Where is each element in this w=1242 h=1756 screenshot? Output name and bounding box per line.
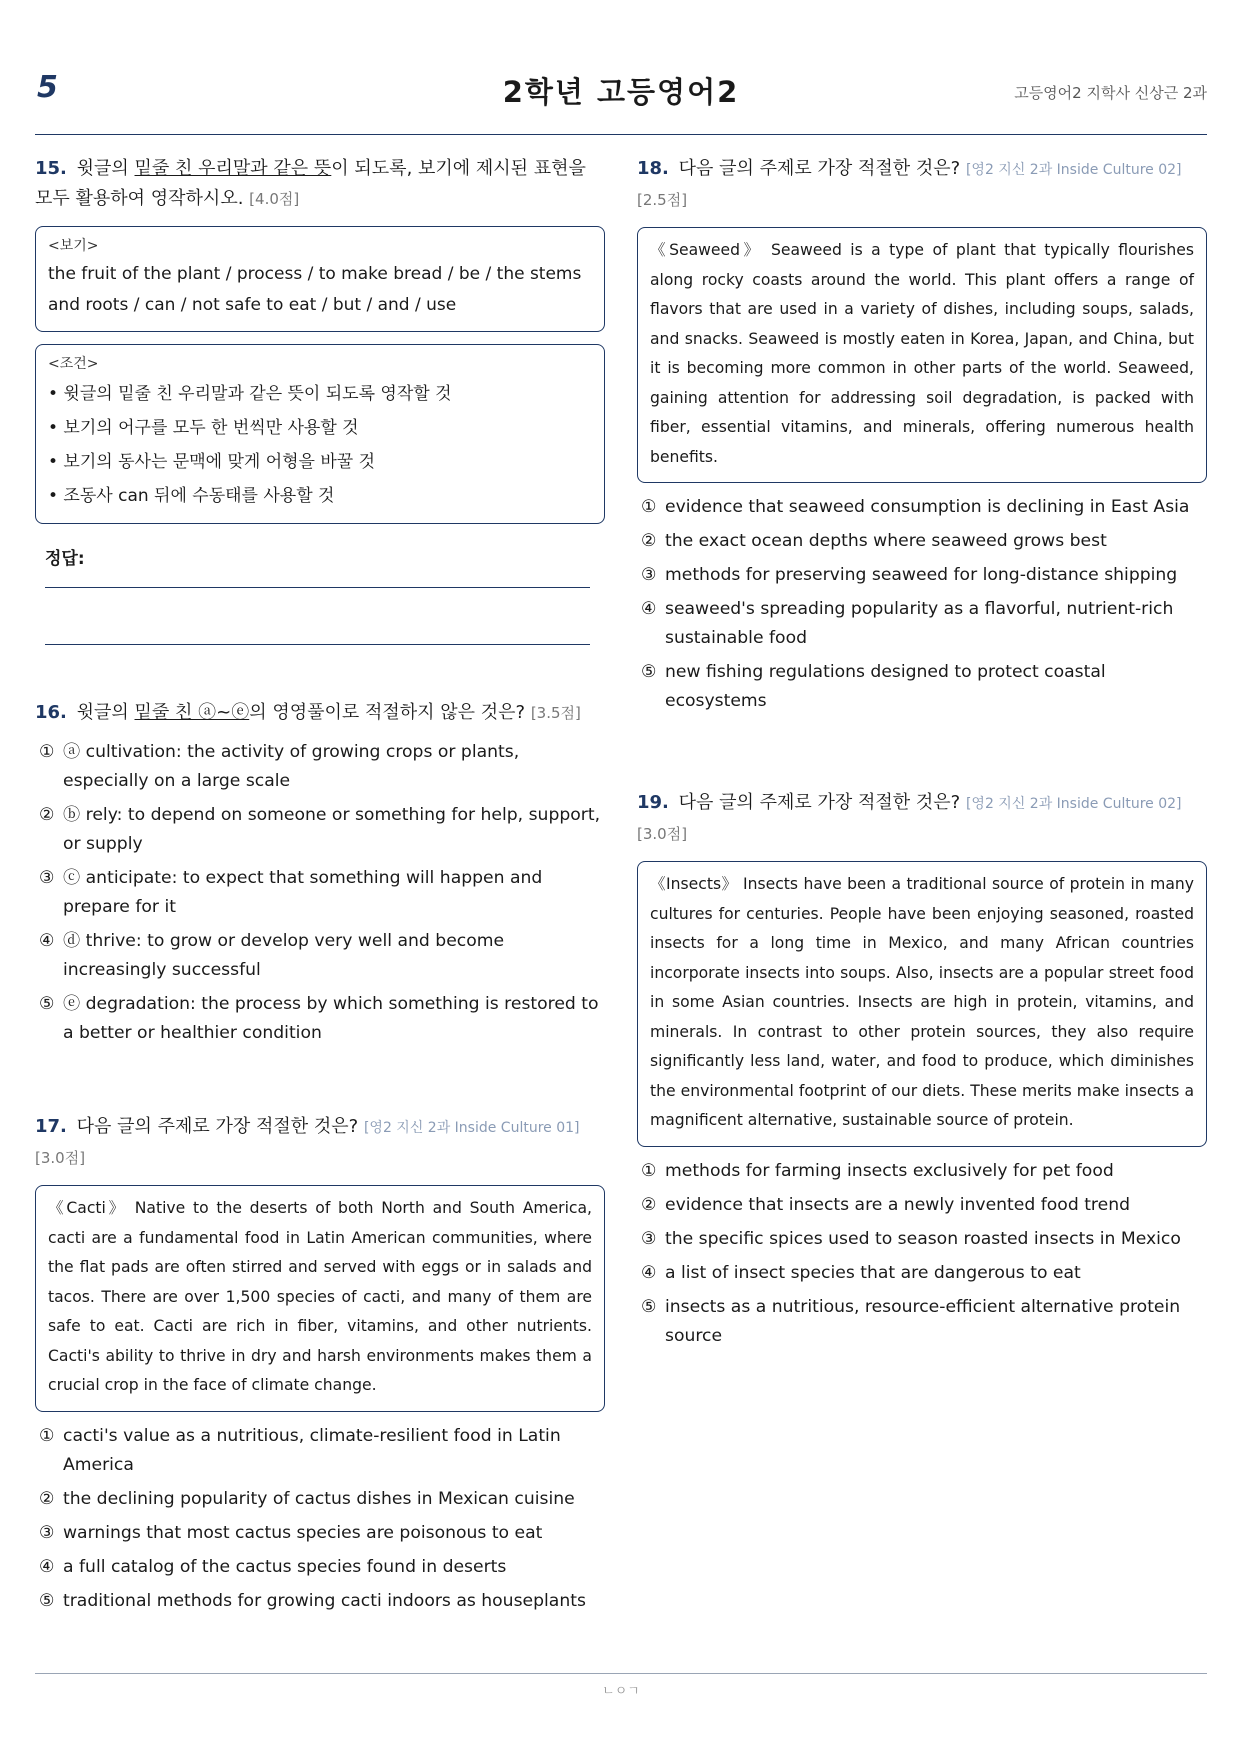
condition-item: • 보기의 동사는 문맥에 맞게 어형을 바꿀 것	[48, 452, 376, 472]
option-4[interactable]: ④ a full catalog of the cactus species found in deserts	[39, 1556, 507, 1577]
condition-box	[35, 344, 605, 524]
question-17-prompt: 17. 다음 글의 주제로 가장 적절한 것은? [영2 지신 2과 Inside Culture 01] [3.0점]	[35, 1116, 580, 1167]
page-header	[35, 58, 1207, 135]
question-16	[35, 698, 605, 1053]
condition-label: <조건>	[48, 356, 99, 372]
option-1[interactable]: ① ⓐ cultivation: the activity of growing crops or plants, especially on a large scale	[39, 742, 520, 791]
question-15-prompt: 15. 윗글의 밑줄 친 우리말과 같은 뜻이 되도록, 보기에 제시된 표현을 모두 활용하여 영작하시오. [4.0점]	[35, 158, 586, 209]
bogi-label: <보기>	[48, 238, 99, 254]
passage-text: 《Insects》 Insects have been a traditional source of protein in many cultures for centuries. People have been enjoying seasoned, roasted insects for a long time in Mexico, and many African countries incorporate insects into soups. Also, insects are a popular street food in some Asian countries. Insects are high in protein, vitamins, and minerals. In contrast to other protein sources, they also require significantly less land, water, and food to produce, which diminishes the environmental footprint of our diets. These merits make insects a magnificent alternative, sustainable source of protein.	[650, 875, 1194, 1129]
footer-divider	[35, 1673, 1207, 1674]
question-number: 15.	[35, 158, 67, 179]
option-2[interactable]: ② evidence that insects are a newly invented food trend	[641, 1194, 1131, 1215]
question-18	[637, 154, 1207, 721]
page-title: 2학년 고등영어2	[502, 75, 740, 109]
options-list	[637, 493, 1207, 716]
option-1[interactable]: ① evidence that seaweed consumption is declining in East Asia	[641, 497, 1190, 517]
passage-text: 《Seaweed》 Seaweed is a type of plant that typically flourishes along rocky coasts around the world. This plant offers a range of flavors that are used in a variety of dishes, including soups, salads, and snacks. Seaweed is mostly eaten in Korea, Japan, and China, but it is becoming more common in other parts of the world. Seaweed, gaining attention for addressing soil degradation, is packed with fiber, essential vitamins, and minerals, offering numerous health benefits.	[650, 241, 1194, 466]
condition-item: • 조동사 can 뒤에 수동태를 사용할 것	[48, 486, 335, 506]
option-3[interactable]: ③ ⓒ anticipate: to expect that something will happen and prepare for it	[39, 868, 543, 917]
points: [3.0점]	[637, 825, 688, 843]
question-15	[35, 154, 605, 645]
page-subtitle: 고등영어2 지학사 신상근 2과	[1014, 84, 1207, 102]
option-2[interactable]: ② ⓑ rely: to depend on someone or something for help, support, or supply	[39, 805, 601, 854]
question-number: 17.	[35, 1116, 67, 1137]
option-5[interactable]: ⑤ insects as a nutritious, resource-efficient alternative protein source	[641, 1296, 1181, 1346]
bogi-text: the fruit of the plant / process / to make bread / be / the stems and roots / can / not safe to eat / but / and / use	[48, 264, 582, 315]
options-list	[35, 738, 605, 1048]
option-4[interactable]: ④ seaweed's spreading popularity as a flavorful, nutrient-rich sustainable food	[641, 599, 1174, 648]
question-16-prompt: 16. 윗글의 밑줄 친 ⓐ~ⓔ의 영영풀이로 적절하지 않은 것은? [3.5점]	[35, 702, 581, 723]
question-number: 16.	[35, 702, 67, 723]
options-list	[637, 1157, 1207, 1351]
passage-box	[637, 861, 1207, 1147]
points: [3.5점]	[530, 704, 581, 722]
option-4[interactable]: ④ a list of insect species that are dangerous to eat	[641, 1262, 1081, 1283]
option-2[interactable]: ② the exact ocean depths where seaweed grows best	[641, 531, 1107, 551]
points: [3.0점]	[35, 1149, 86, 1167]
answer-line[interactable]	[45, 644, 590, 645]
source-tag: [영2 지신 2과 Inside Culture 02]	[965, 162, 1182, 178]
passage-box	[637, 227, 1207, 483]
question-19-prompt: 19. 다음 글의 주제로 가장 적절한 것은? [영2 지신 2과 Inside Culture 02] [3.0점]	[637, 792, 1182, 843]
option-1[interactable]: ① methods for farming insects exclusively for pet food	[641, 1160, 1114, 1181]
question-17	[35, 1112, 605, 1621]
condition-item: • 윗글의 밑줄 친 우리말과 같은 뜻이 되도록 영작할 것	[48, 384, 452, 404]
source-tag: [영2 지신 2과 Inside Culture 02]	[965, 796, 1182, 812]
question-number: 19.	[637, 792, 669, 813]
option-4[interactable]: ④ ⓓ thrive: to grow or develop very well and become increasingly successful	[39, 931, 505, 980]
options-list	[35, 1422, 605, 1616]
condition-item: • 보기의 어구를 모두 한 번씩만 사용할 것	[48, 418, 359, 438]
bogi-box	[35, 226, 605, 332]
answer-label: 정답:	[45, 549, 85, 569]
points: [2.5점]	[637, 191, 688, 209]
option-3[interactable]: ③ methods for preserving seaweed for long-distance shipping	[641, 565, 1178, 585]
footer-mark: ㄴㅇㄱ	[602, 1684, 640, 1699]
passage-box	[35, 1185, 605, 1412]
option-5[interactable]: ⑤ new fishing regulations designed to protect coastal ecosystems	[641, 662, 1106, 711]
question-19	[637, 788, 1207, 1356]
page-number: 5	[37, 70, 58, 105]
passage-text: 《Cacti》 Native to the deserts of both North and South America, cacti are a fundamental food in Latin American communities, where the flat pads are often stirred and served with eggs or in salads and tacos. There are over 1,500 species of cacti, and many of them are safe to eat. Cacti are rich in fiber, vitamins, and other nutrients. Cacti's ability to thrive in dry and harsh environments makes them a crucial crop in the face of climate change.	[48, 1199, 592, 1394]
option-5[interactable]: ⑤ ⓔ degradation: the process by which something is restored to a better or healthier condition	[39, 994, 599, 1043]
option-3[interactable]: ③ warnings that most cactus species are poisonous to eat	[39, 1522, 543, 1543]
source-tag: [영2 지신 2과 Inside Culture 01]	[363, 1120, 580, 1136]
option-2[interactable]: ② the declining popularity of cactus dishes in Mexican cuisine	[39, 1488, 575, 1509]
option-5[interactable]: ⑤ traditional methods for growing cacti indoors as houseplants	[39, 1590, 586, 1611]
option-1[interactable]: ① cacti's value as a nutritious, climate-resilient food in Latin America	[39, 1425, 561, 1475]
question-18-prompt: 18. 다음 글의 주제로 가장 적절한 것은? [영2 지신 2과 Inside Culture 02] [2.5점]	[637, 158, 1182, 209]
option-3[interactable]: ③ the specific spices used to season roasted insects in Mexico	[641, 1228, 1181, 1249]
answer-line[interactable]	[45, 587, 590, 588]
points: [4.0점]	[249, 190, 300, 208]
question-number: 18.	[637, 158, 669, 179]
